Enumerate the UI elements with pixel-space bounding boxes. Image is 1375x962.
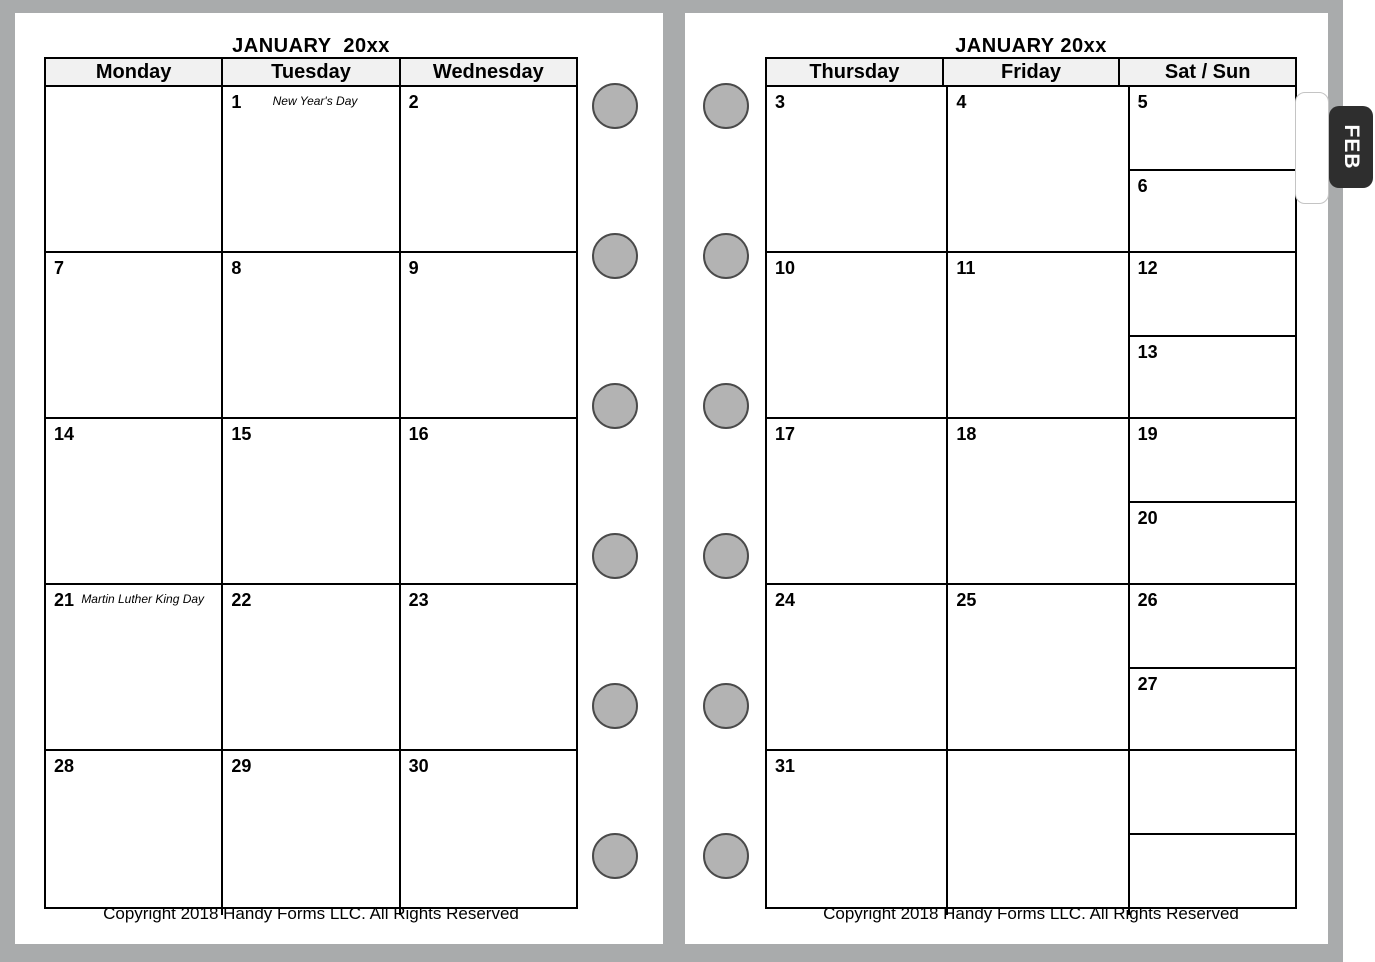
day-number: 25: [956, 590, 977, 610]
week-row: [767, 417, 1295, 583]
week-row: [46, 417, 576, 583]
day-cell: [399, 419, 576, 583]
left-calendar-grid: [44, 57, 578, 909]
day-number: 26: [1137, 590, 1158, 610]
day-number: 29: [231, 756, 252, 776]
day-cell: [221, 87, 398, 251]
holiday-note: New Year's Day: [272, 94, 358, 108]
header-friday: Friday: [942, 59, 1119, 85]
week-row: [767, 749, 1295, 915]
copyright-left: Copyright 2018 Handy Forms LLC. All Rights Reserved: [103, 904, 519, 923]
left-page-title: JANUARY 20xx: [232, 35, 390, 57]
day-number: 15: [231, 424, 252, 444]
day-cell: [221, 585, 398, 749]
holiday-note: [74, 756, 215, 758]
day-cell: [221, 253, 398, 417]
header-wednesday: Wednesday: [399, 59, 576, 85]
binder-hole: [703, 233, 749, 279]
day-cell: [399, 253, 576, 417]
day-number: 17: [775, 424, 796, 444]
holiday-note: [429, 756, 570, 758]
day-number: 8: [231, 258, 242, 278]
header-tuesday: Tuesday: [221, 59, 398, 85]
week-row: [767, 87, 1295, 251]
day-number: 13: [1137, 342, 1158, 362]
day-cell: [221, 419, 398, 583]
week-row: [46, 583, 576, 749]
binder-hole: [703, 83, 749, 129]
day-number: 24: [775, 590, 796, 610]
satsun-cell: [1128, 585, 1295, 749]
day-number: 23: [408, 590, 429, 610]
sunday-subcell: [1130, 833, 1295, 915]
day-cell: [399, 87, 576, 251]
day-cell: [46, 585, 221, 749]
day-cell: [46, 751, 221, 915]
day-number: 27: [1137, 674, 1158, 694]
day-number: 2: [408, 92, 419, 112]
day-cell: [46, 419, 221, 583]
right-header-row: [767, 59, 1295, 87]
day-number: 1: [231, 92, 242, 112]
day-cell: [767, 751, 946, 915]
copyright-right: Copyright 2018 Handy Forms LLC. All Rights Reserved: [823, 904, 1239, 923]
satsun-cell: [1128, 253, 1295, 417]
day-cell: [767, 87, 946, 251]
day-number: 22: [231, 590, 252, 610]
sunday-subcell: [1130, 667, 1295, 749]
day-number: 19: [1137, 424, 1158, 444]
binder-hole: [592, 83, 638, 129]
day-number: 6: [1137, 176, 1148, 196]
day-number: 4: [956, 92, 967, 112]
binder-hole: [592, 833, 638, 879]
holiday-note: [54, 92, 215, 94]
holiday-note: [251, 424, 392, 426]
day-number: 16: [408, 424, 429, 444]
day-number: 14: [54, 424, 75, 444]
day-number: 3: [775, 92, 786, 112]
left-header-row: [46, 59, 576, 87]
holiday-note: [429, 424, 570, 426]
satsun-cell: [1128, 87, 1295, 251]
day-number: 9: [408, 258, 419, 278]
binder-hole: [592, 233, 638, 279]
holiday-note: [419, 92, 570, 94]
week-row: [767, 583, 1295, 749]
day-number: 20: [1137, 508, 1158, 528]
day-number: 21: [54, 590, 75, 610]
month-tab-feb[interactable]: [1329, 106, 1373, 188]
day-cell: [221, 751, 398, 915]
day-cell: [946, 87, 1127, 251]
sunday-subcell: [1130, 501, 1295, 583]
holiday-note: [251, 756, 392, 758]
saturday-subcell: [1130, 585, 1295, 667]
next-page-tab-edge: [1295, 92, 1329, 204]
holiday-note: [241, 258, 392, 260]
header-monday: Monday: [95, 61, 172, 83]
day-cell: [399, 585, 576, 749]
holiday-note: [251, 590, 392, 592]
sunday-subcell: [1130, 169, 1295, 251]
day-number: 11: [956, 258, 976, 278]
holiday-note: Martin Luther King Day: [81, 592, 205, 606]
right-calendar-grid: [765, 57, 1297, 909]
day-number: 18: [956, 424, 977, 444]
binder-hole: [703, 683, 749, 729]
day-number: 30: [408, 756, 429, 776]
week-row: [46, 749, 576, 915]
day-cell: [946, 585, 1127, 749]
day-cell: [46, 253, 221, 417]
day-number: 5: [1137, 92, 1148, 112]
day-cell: [767, 419, 946, 583]
saturday-subcell: [1130, 751, 1295, 833]
binder-hole: [592, 383, 638, 429]
sunday-subcell: [1130, 335, 1295, 417]
right-page: [685, 13, 1328, 944]
saturday-subcell: [1130, 87, 1295, 169]
day-cell: [767, 585, 946, 749]
day-cell: [946, 419, 1127, 583]
day-cell: [767, 253, 946, 417]
satsun-cell: [1128, 751, 1295, 915]
week-row: [767, 251, 1295, 417]
holiday-note: [419, 258, 570, 260]
header-thursday: Thursday: [809, 61, 900, 83]
right-page-title: JANUARY 20xx: [955, 35, 1107, 57]
day-number: 31: [775, 756, 796, 776]
satsun-cell: [1128, 419, 1295, 583]
day-number: 28: [54, 756, 75, 776]
binder-hole: [703, 383, 749, 429]
day-number: 7: [54, 258, 65, 278]
month-tab-label: FEB: [1340, 124, 1363, 170]
day-number: 12: [1137, 258, 1158, 278]
holiday-note: [429, 590, 570, 592]
saturday-subcell: [1130, 253, 1295, 335]
binder-hole: [703, 833, 749, 879]
binder-hole: [592, 533, 638, 579]
binder-hole: [703, 533, 749, 579]
day-cell: [399, 751, 576, 915]
week-row: [46, 251, 576, 417]
saturday-subcell: [1130, 419, 1295, 501]
left-page: [15, 13, 663, 944]
day-number: 10: [775, 258, 796, 278]
binder-hole: [592, 683, 638, 729]
header-satsun: Sat / Sun: [1118, 59, 1295, 85]
holiday-note: [74, 424, 215, 426]
week-row: [46, 87, 576, 251]
day-cell: [946, 751, 1127, 915]
holiday-note: [64, 258, 215, 260]
day-cell: [946, 253, 1127, 417]
day-cell: [46, 87, 221, 251]
